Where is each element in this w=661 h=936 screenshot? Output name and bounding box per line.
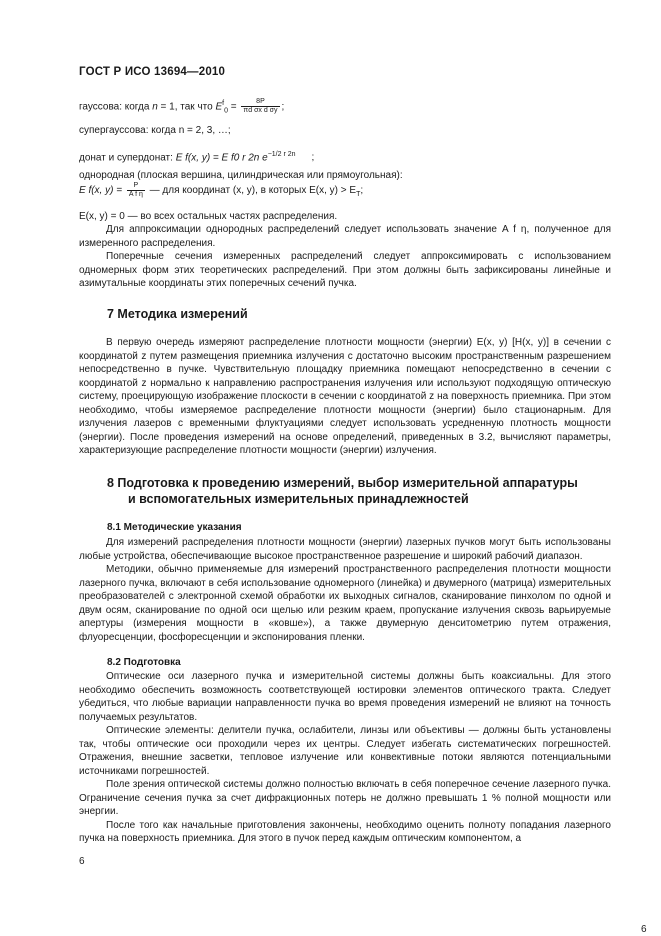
corner-page-mark: 6 <box>641 924 647 935</box>
formula-sub: 0 <box>224 107 228 115</box>
formula-uniform <box>79 182 363 201</box>
formula-text: = <box>228 101 240 113</box>
heading-line: и вспомогательных измерительных принадлежностей <box>128 492 469 506</box>
paragraph: Оптические оси лазерного пучка и измерительной системы должны быть коаксиальны. Для этого необходимо обеспечить возможность соответствующей юстировки элементов оптического тракта. Следует убедиться, что любые вариации направленности пучка во время проведения измерений не влияют на точность получаемых результатов. <box>79 671 611 723</box>
formula-supergauss: супергауссова: когда n = 2, 3, …; <box>79 125 231 136</box>
paragraph: Поле зрения оптической системы должно полностью включать в себя поперечное сечение лазерного пучка. Ограничение сечения пучка за счет дифракционных потерь не должно превышать 1 % полной мощности или энергии. <box>79 779 611 817</box>
formula-fraction <box>241 98 279 115</box>
section-7-body <box>79 336 611 458</box>
paragraph: Поперечные сечения измеренных распределений следует аппроксимировать с использованием одномерных форм этих теоретических распределений. При этом должны быть зафиксированы линейные и азимутальные координаты этих поперечных сечений пучка. <box>79 251 611 289</box>
approximation-paragraphs <box>79 223 611 291</box>
paragraph: В первую очередь измеряют распределение плотности мощности (энергии) E(x, y) [H(x, y)] в сечении с координатой z путем размещения приемника излучения с достаточно высоким пространственным разрешением непосредственно в пучке. Чувствительную площадку приемника помещают непосредственно в сечении с координатой z нормально к направлению распространения излучения или используют подходящую оптическую систему, проецирующую изображение плоскости в сечении с координатой z на поверхность приемника. При этом необходимо, чтобы измеряемое распределение плотности мощности (энергии) было стационарным. Для излучения лазеров с временными флуктуациями следует использовать усредненную плотность мощности (энергии). После проведения измерений на основе определений, приведенных в 3.2, вычисляют параметры, характеризующие распределение плотности мощности (энергии) излучения. <box>79 337 611 456</box>
formula-gauss <box>79 97 284 117</box>
subsection-8-1-body <box>79 536 611 644</box>
paragraph: Для аппроксимации однородных распределений следует использовать значение A f η, полученное для измеренного распределения. <box>79 224 611 249</box>
formula-sub: T <box>356 191 361 199</box>
section-8-heading <box>107 475 612 507</box>
subsection-8-2-body <box>79 670 611 846</box>
formula-var: n <box>152 101 158 113</box>
formula-text: — для координат (x, y), в которых E(x, y) > E <box>146 185 357 197</box>
formula-text: гауссова: когда <box>79 101 153 113</box>
page-number: 6 <box>79 856 85 867</box>
formula-uniform-label: однородная (плоская вершина, цилиндрическая или прямоугольная): <box>79 170 403 181</box>
heading-line: 8 Подготовка к проведению измерений, выбор измерительной аппаратуры <box>107 476 578 490</box>
formula-text: = 1, так что <box>157 101 216 113</box>
paragraph: Оптические элементы: делители пучка, ослабители, линзы или объективы — должны быть установлены так, чтобы оптические оси проходили через их центры. Следует избегать систематических погрешностей. Отражения, внешние засветки, тепловое излучение или конвективные потоки являются потенциальными источниками погрешностей. <box>79 725 611 777</box>
formula-text: донат и супердонат: <box>79 152 176 164</box>
formula-text: ; <box>311 152 315 164</box>
formula-text: ; <box>281 101 285 113</box>
paragraph: Методики, обычно применяемые для измерений пространственного распределения плотности мощности лазерного пучка, включают в себя использование одномерного (линейка) и двумерного (матрица) измерительных преобразователей с электронной схемой обработки их выходных сигналов, сканирование пинхолом по одной и двум осям, сканирование по одной оси щелью или резким краем, пропускание излучения сквозь варьируемые апертуры (измерения мощности в «ковше»), а также двумерную денситометрию путем отражения, флуоресценции, фосфоресценции и экспонирования пленки. <box>79 564 611 643</box>
formula-fraction <box>127 182 145 199</box>
section-7-heading: 7 Методика измерений <box>107 307 248 321</box>
fraction-denominator: πd σx d σy <box>243 107 278 115</box>
formula-text: ; <box>360 185 364 197</box>
formula-zero: E(x, y) = 0 — во всех остальных частях распределения. <box>79 211 338 222</box>
fraction-denominator: A f η <box>128 191 143 198</box>
paragraph: После того как начальные приготовления закончены, необходимо оценить полноту попадания лазерного пучка на поверхность приемника. Для этого в пучок перед каждым оптическим компонентом, а <box>79 819 611 844</box>
fraction-numerator: P <box>127 182 145 191</box>
formula-expression: E f(x, y) = <box>79 185 125 197</box>
formula-sup: f <box>222 100 225 107</box>
formula-expression: E f(x, y) = E f0 r 2n e <box>175 152 268 164</box>
subsection-8-1-heading: 8.1 Методические указания <box>107 522 242 533</box>
fraction-numerator: 8P <box>241 98 279 107</box>
page-header: ГОСТ Р ИСО 13694—2010 <box>79 66 226 78</box>
formula-donut <box>79 148 314 164</box>
formula-var: E <box>215 101 223 113</box>
formula-exponent: −1/2 r 2n <box>267 151 296 158</box>
paragraph: Для измерений распределения плотности мощности (энергии) лазерных пучков могут быть использованы любые устройства, обеспечивающие высокое пространственное разрешение и широкий рабочий диапазон. <box>79 537 611 562</box>
subsection-8-2-heading: 8.2 Подготовка <box>107 657 181 668</box>
